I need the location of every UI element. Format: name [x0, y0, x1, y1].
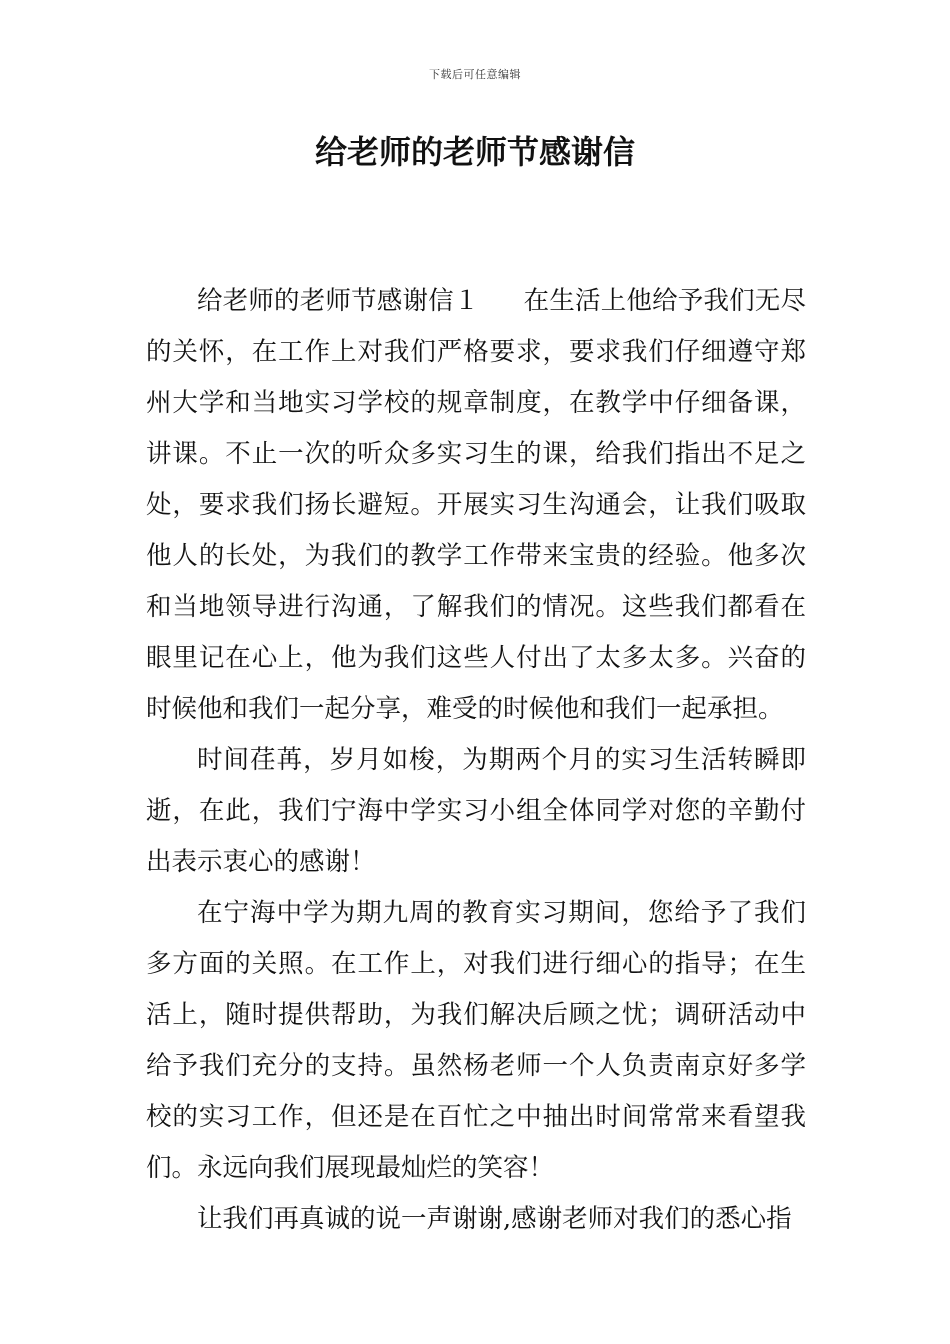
- paragraph-2: 时间荏苒，岁月如梭，为期两个月的实习生活转瞬即逝，在此，我们宁海中学实习小组全体同学对您的辛勤付出表示衷心的感谢！: [146, 745, 806, 877]
- paragraph-3: 在宁海中学为期九周的教育实习期间，您给予了我们多方面的关照。在工作上，对我们进行细心的指导；在生活上，随时提供帮助，为我们解决后顾之忧；调研活动中给予我们充分的支持。虽然杨老师一个人负责南京好多学校的实习工作，但还是在百忙之中抽出时间常常来看望我们。永远向我们展现最灿烂的笑容！: [146, 898, 806, 1183]
- paragraph-4: 让我们再真诚的说一声谢谢,感谢老师对我们的悉心指: [197, 1204, 792, 1234]
- paragraph-1-text: 在生活上他给予我们无尽的关怀，在工作上对我们严格要求，要求我们仔细遵守郑州大学和当地实习学校的规章制度，在教学中仔细备课，讲课。不止一次的听众多实习生的课，给我们指出不足之处，要求我们扬长避短。开展实习生沟通会，让我们吸取他人的长处，为我们的教学工作带来宝贵的经验。他多次和当地领导进行沟通，了解我们的情况。这些我们都看在眼里记在心上，他为我们这些人付出了太多太多。兴奋的时候他和我们一起分享，难受的时候他和我们一起承担。: [146, 286, 806, 724]
- document-title: 给老师的老师节感谢信: [314, 133, 635, 171]
- document-body: [146, 276, 806, 1245]
- header-note: 下载后可任意编辑: [429, 68, 521, 81]
- paragraph-1: [146, 276, 806, 735]
- paragraph-1-lead: 给老师的老师节感谢信１: [197, 286, 480, 316]
